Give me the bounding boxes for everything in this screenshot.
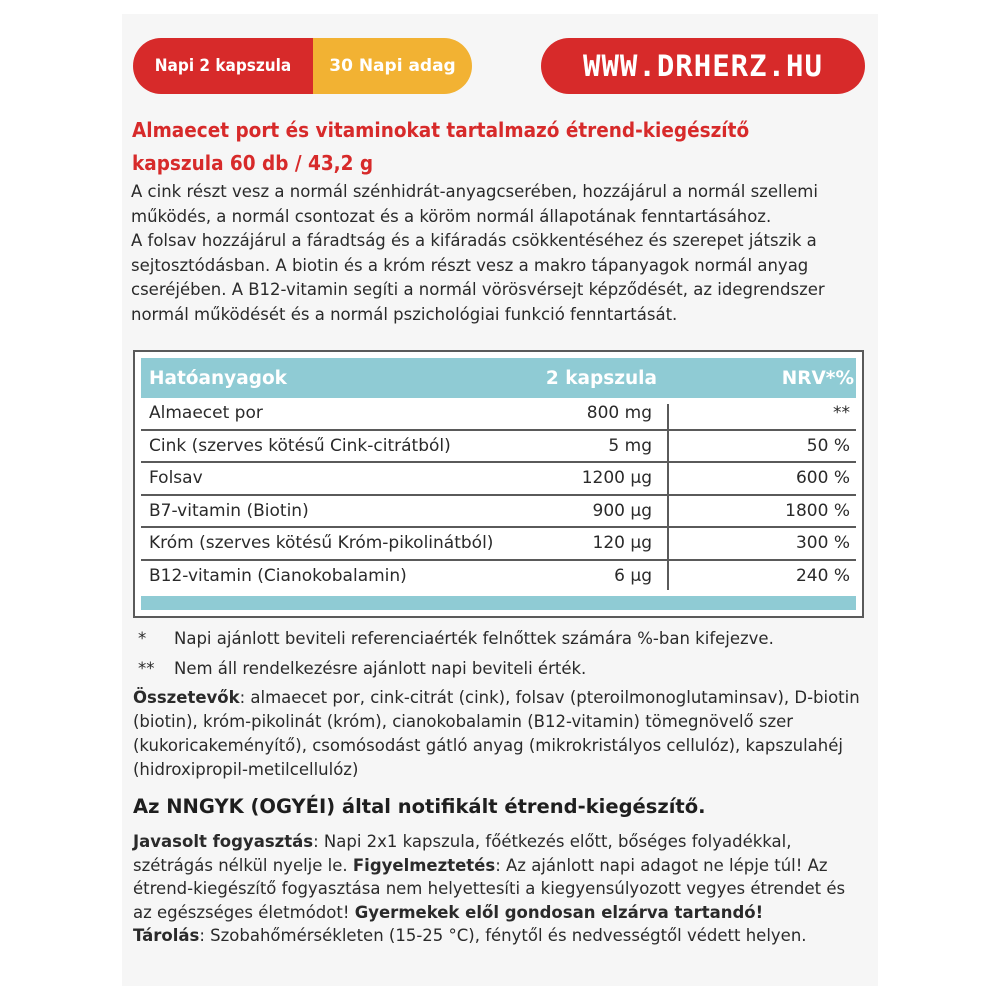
storage-label: Tárolás [133, 926, 200, 945]
header-nrv: NRV*% [781, 367, 854, 389]
children-warning: Gyermekek elől gondosan elzárva tartandó! [354, 902, 764, 922]
intro-text [131, 180, 866, 327]
ingredients-text: : almaecet por, cink-citrát (cink), folsav (pteroilmonoglutaminsav), D-biotin (biotin), króm-pikolinát (króm), cianokobalamin (B12-vitamin) tömegnövelő szer (kukoricakeményítő), csomósodást gátló anyag (mikrokristályos cellulóz), kapszulahéj (hidroxipropil-metilcellulóz) [133, 688, 860, 779]
warning-label: Figyelmeztetés [352, 855, 496, 875]
daily-capsules-badge: Napi 2 kapszula [133, 38, 313, 94]
nutrient-table [133, 350, 864, 618]
row-nrv: 300 % [795, 533, 850, 554]
product-title-line2: kapszula 60 db / 43,2 g [132, 151, 374, 175]
usage-label: Javasolt fogyasztás [133, 832, 314, 851]
table-row [141, 496, 856, 529]
row-name: B12-vitamin (Cianokobalamin) [149, 565, 407, 586]
warning-text: : Az ajánlott napi adagot ne lépje túl! Az étrend-kiegészítő fogyasztása nem helyettesíti a kiegyensúlyozott vegyes étrendet és az egészséges életmódot! [133, 855, 846, 922]
usage-text: : Napi 2x1 kapszula, főétkezés előtt, bőséges folyadékkal, szétrágás nélkül nyelje le. [133, 832, 792, 875]
row-amount: 120 µg [592, 533, 652, 554]
table-footer-bar [141, 596, 856, 610]
table-column-divider [667, 404, 669, 590]
row-nrv: 240 % [795, 565, 850, 586]
intro-paragraph-folate: A folsav hozzájárul a fáradtság és a kifáradás csökkentéséhez és szerepet játszik a sejtosztódásban. A biotin és a króm részt vesz a makro tápanyagok normál anyag cseréjében. A B12-vitamin segíti a normál vörösvérsejt képződését, az idegrendszer normál működését és a normál pszichológiai funkció fenntartását. [131, 231, 825, 324]
row-name: Folsav [149, 468, 203, 489]
dosage-badge [133, 38, 472, 94]
row-nrv: 50 % [806, 435, 850, 456]
row-name: Cink (szerves kötésű Cink-citrátból) [149, 435, 451, 456]
table-header [141, 358, 856, 398]
notification-statement: Az NNGYK (OGYÉI) által notifikált étrend-kiegészítő. [133, 795, 706, 818]
header-amount: 2 kapszula [545, 367, 657, 389]
row-nrv: 600 % [795, 468, 850, 489]
usage-section [133, 830, 868, 948]
row-amount: 6 µg [614, 565, 652, 586]
footnote [134, 626, 864, 656]
table-row [141, 398, 856, 431]
row-nrv: 1800 % [785, 500, 850, 521]
storage-text: : Szobahőmérsékleten (15-25 °C), fénytől és nedvességtől védett helyen. [199, 926, 807, 945]
product-title [132, 114, 862, 180]
table-row [141, 431, 856, 464]
row-name: B7-vitamin (Biotin) [149, 500, 309, 521]
website-badge: WWW.DRHERZ.HU [541, 38, 865, 94]
row-amount: 900 µg [592, 500, 652, 521]
row-amount: 800 mg [586, 403, 652, 424]
ingredients-label: Összetevők [133, 688, 240, 707]
footnotes [134, 626, 864, 686]
row-amount: 5 mg [608, 435, 652, 456]
product-title-line1: Almaecet port és vitaminokat tartalmazó étrend-kiegészítő [132, 118, 750, 142]
table-row [141, 561, 856, 592]
ingredients-section [133, 686, 868, 782]
table-row [141, 528, 856, 561]
row-amount: 1200 µg [581, 468, 652, 489]
row-name: Almaecet por [149, 403, 263, 424]
footnote-text: Napi ajánlott beviteli referenciaérték felnőttek számára %-ban kifejezve. [174, 629, 774, 648]
daily-doses-badge: 30 Napi adag [313, 38, 472, 94]
row-nrv: ** [833, 403, 850, 424]
footnote [134, 656, 864, 686]
footnote-text: Nem áll rendelkezésre ajánlott napi beviteli érték. [174, 659, 587, 678]
footnote-mark: ** [138, 659, 155, 678]
footnote-mark: * [138, 629, 147, 648]
table-row [141, 463, 856, 496]
row-name: Króm (szerves kötésű Króm-pikolinátból) [149, 533, 494, 554]
header-ingredients: Hatóanyagok [149, 367, 287, 389]
intro-paragraph-zinc: A cink részt vesz a normál szénhidrát-anyagcserében, hozzájárul a normál szellemi működés, a normál csontozat és a köröm normál állapotának fenntartásához. [131, 182, 818, 226]
